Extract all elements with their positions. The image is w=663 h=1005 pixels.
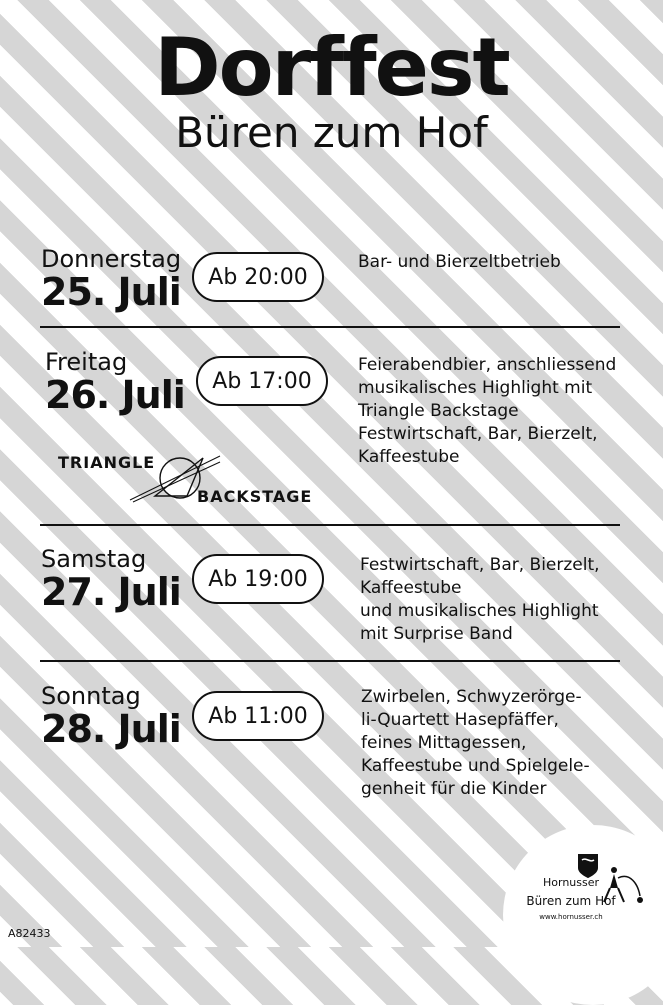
event-description-line: Kaffeestube bbox=[358, 447, 460, 467]
event-day: Freitag bbox=[45, 348, 128, 376]
event-date: 26. Juli bbox=[45, 373, 185, 417]
event-description-line: Bar- und Bierzeltbetrieb bbox=[358, 252, 561, 272]
event-description bbox=[358, 251, 648, 274]
event-description-line: Festwirtschaft, Bar, Bierzelt, bbox=[360, 555, 600, 575]
divider bbox=[40, 660, 620, 662]
club-name-line2: Büren zum Hof bbox=[526, 894, 616, 908]
event-description-line: Festwirtschaft, Bar, Bierzelt, bbox=[358, 424, 598, 444]
band-logo-word-triangle: TRIANGLE bbox=[58, 453, 156, 472]
event-date: 27. Juli bbox=[41, 570, 181, 614]
event-description bbox=[360, 554, 650, 646]
event-description-line: feines Mittagessen, bbox=[361, 733, 527, 753]
event-description-line: li-Quartett Hasepfäffer, bbox=[361, 710, 559, 730]
event-date: 25. Juli bbox=[41, 270, 181, 314]
page-subtitle: Büren zum Hof bbox=[175, 108, 488, 157]
page-title: Dorffest bbox=[154, 21, 509, 114]
event-date: 28. Juli bbox=[41, 707, 181, 751]
event-time-pill: Ab 11:00 bbox=[192, 691, 324, 741]
event-day: Donnerstag bbox=[41, 245, 182, 273]
event-description-line: mit Surprise Band bbox=[360, 624, 513, 644]
event-description-line: Triangle Backstage bbox=[358, 401, 519, 421]
club-name-line1: Hornusser bbox=[542, 876, 600, 889]
club-url: www.hornusser.ch bbox=[539, 913, 603, 921]
event-description-line: Zwirbelen, Schwyzerörge- bbox=[361, 687, 582, 707]
divider bbox=[40, 524, 620, 526]
event-description bbox=[358, 354, 648, 469]
event-time-pill: Ab 20:00 bbox=[192, 252, 324, 302]
event-description bbox=[361, 686, 651, 801]
band-logo-word-backstage: BACKSTAGE bbox=[197, 487, 313, 506]
divider bbox=[40, 326, 620, 328]
ad-code: A82433 bbox=[8, 927, 51, 940]
event-time-pill: Ab 17:00 bbox=[196, 356, 328, 406]
event-day: Samstag bbox=[41, 545, 147, 573]
event-description-line: Kaffeestube bbox=[360, 578, 462, 598]
event-time-pill: Ab 19:00 bbox=[192, 554, 324, 604]
event-description-line: und musikalisches Highlight bbox=[360, 601, 599, 621]
event-description-line: Kaffeestube und Spielgele- bbox=[361, 756, 590, 776]
event-description-line: genheit für die Kinder bbox=[361, 779, 547, 799]
event-description-line: musikalisches Highlight mit bbox=[358, 378, 593, 398]
event-description-line: Feierabendbier, anschliessend bbox=[358, 355, 617, 375]
event-day: Sonntag bbox=[41, 682, 141, 710]
